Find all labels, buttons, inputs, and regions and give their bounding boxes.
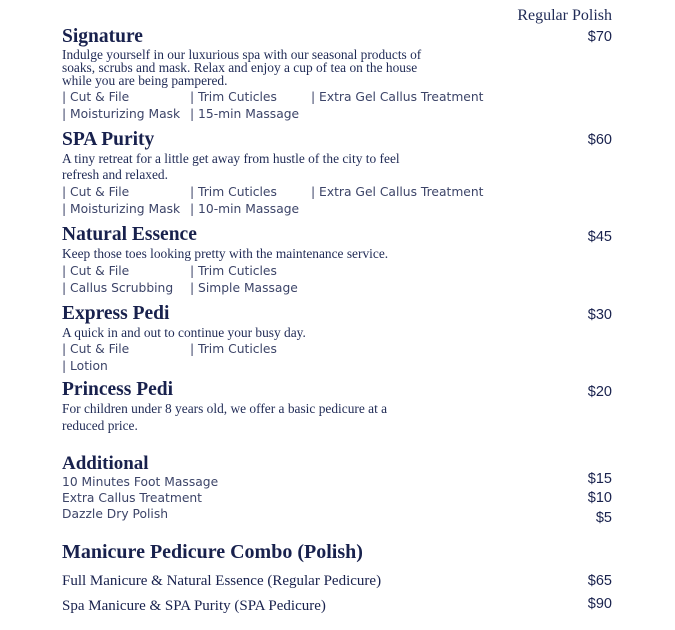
combo-item-price: $90 [587,596,612,612]
additional-item-price: $15 [587,471,612,487]
feature-item: | Trim Cuticles [190,342,277,356]
service-signature [62,26,612,123]
service-price: $70 [587,29,612,45]
feature-item: | Moisturizing Mask [62,202,181,216]
feature-list [62,263,612,297]
service-title: Natural Essence [62,224,197,245]
feature-row [62,201,612,218]
feature-row [62,280,612,297]
service-title: Signature [62,26,143,47]
feature-item: | Moisturizing Mask [62,107,181,121]
service-title: SPA Purity [62,129,155,150]
service-express-pedi [62,303,612,375]
additional-item [62,490,612,506]
feature-item: | 10-min Massage [190,202,300,216]
service-price: $20 [587,384,612,400]
combo-item [62,598,612,615]
combo-title: Manicure Pedicure Combo (Polish) [62,541,363,563]
service-description: Indulge yourself in our luxurious spa with our seasonal products of soaks, scrubs and mask. Relax and enjoy a cup of tea on the house while you are being pampered. [62,47,422,88]
additional-item [62,506,612,526]
feature-row [62,184,612,201]
additional-item [62,471,612,490]
feature-item: | Cut & File [62,185,130,199]
feature-row [62,341,612,358]
feature-item: | Cut & File [62,342,130,356]
feature-item: | Lotion [62,359,108,373]
service-price: $30 [587,307,612,323]
additional-list [62,471,612,526]
feature-item: | Cut & File [62,264,130,278]
feature-row [62,106,612,123]
combo-item-name: Spa Manicure & SPA Purity (SPA Pedicure) [62,598,326,614]
feature-item: | Extra Gel Callus Treatment [311,90,484,104]
feature-list [62,341,612,375]
combo-item-price: $65 [587,573,612,589]
service-description: A tiny retreat for a little get away from hustle of the city to feel refresh and relaxed. [62,151,400,182]
additional-item-name: Dazzle Dry Polish [62,507,169,521]
feature-row [62,263,612,280]
feature-item: | Extra Gel Callus Treatment [311,185,484,199]
service-description: A quick in and out to continue your busy day. [62,325,306,340]
feature-item: | Simple Massage [190,281,298,295]
service-spa-purity [62,129,612,218]
feature-list [62,184,612,218]
feature-row [62,358,612,375]
feature-item: | Trim Cuticles [190,264,277,278]
service-princess-pedi [62,379,612,434]
service-description: Keep those toes looking pretty with the maintenance service. [62,246,389,261]
service-title: Princess Pedi [62,379,174,400]
service-natural-essence [62,224,612,297]
additional-item-price: $5 [595,510,612,526]
combo-item-name: Full Manicure & Natural Essence (Regular Pedicure) [62,573,382,589]
additional-item-name: 10 Minutes Foot Massage [62,475,219,489]
feature-item: | 15-min Massage [190,107,300,121]
service-description: For children under 8 years old, we offer a basic pedicure at a reduced price. [62,401,388,433]
feature-item: | Trim Cuticles [190,185,277,199]
price-column-header: Regular Polish [517,7,612,24]
feature-item: | Trim Cuticles [190,90,277,104]
additional-title: Additional [62,453,149,474]
service-price: $45 [587,229,612,245]
additional-item-price: $10 [587,490,612,506]
feature-item: | Callus Scrubbing [62,281,174,295]
service-price: $60 [587,132,612,148]
combo-item [62,573,612,590]
feature-item: | Cut & File [62,90,130,104]
service-title: Express Pedi [62,303,170,324]
feature-list [62,89,612,123]
feature-row [62,89,612,106]
additional-item-name: Extra Callus Treatment [62,491,203,505]
